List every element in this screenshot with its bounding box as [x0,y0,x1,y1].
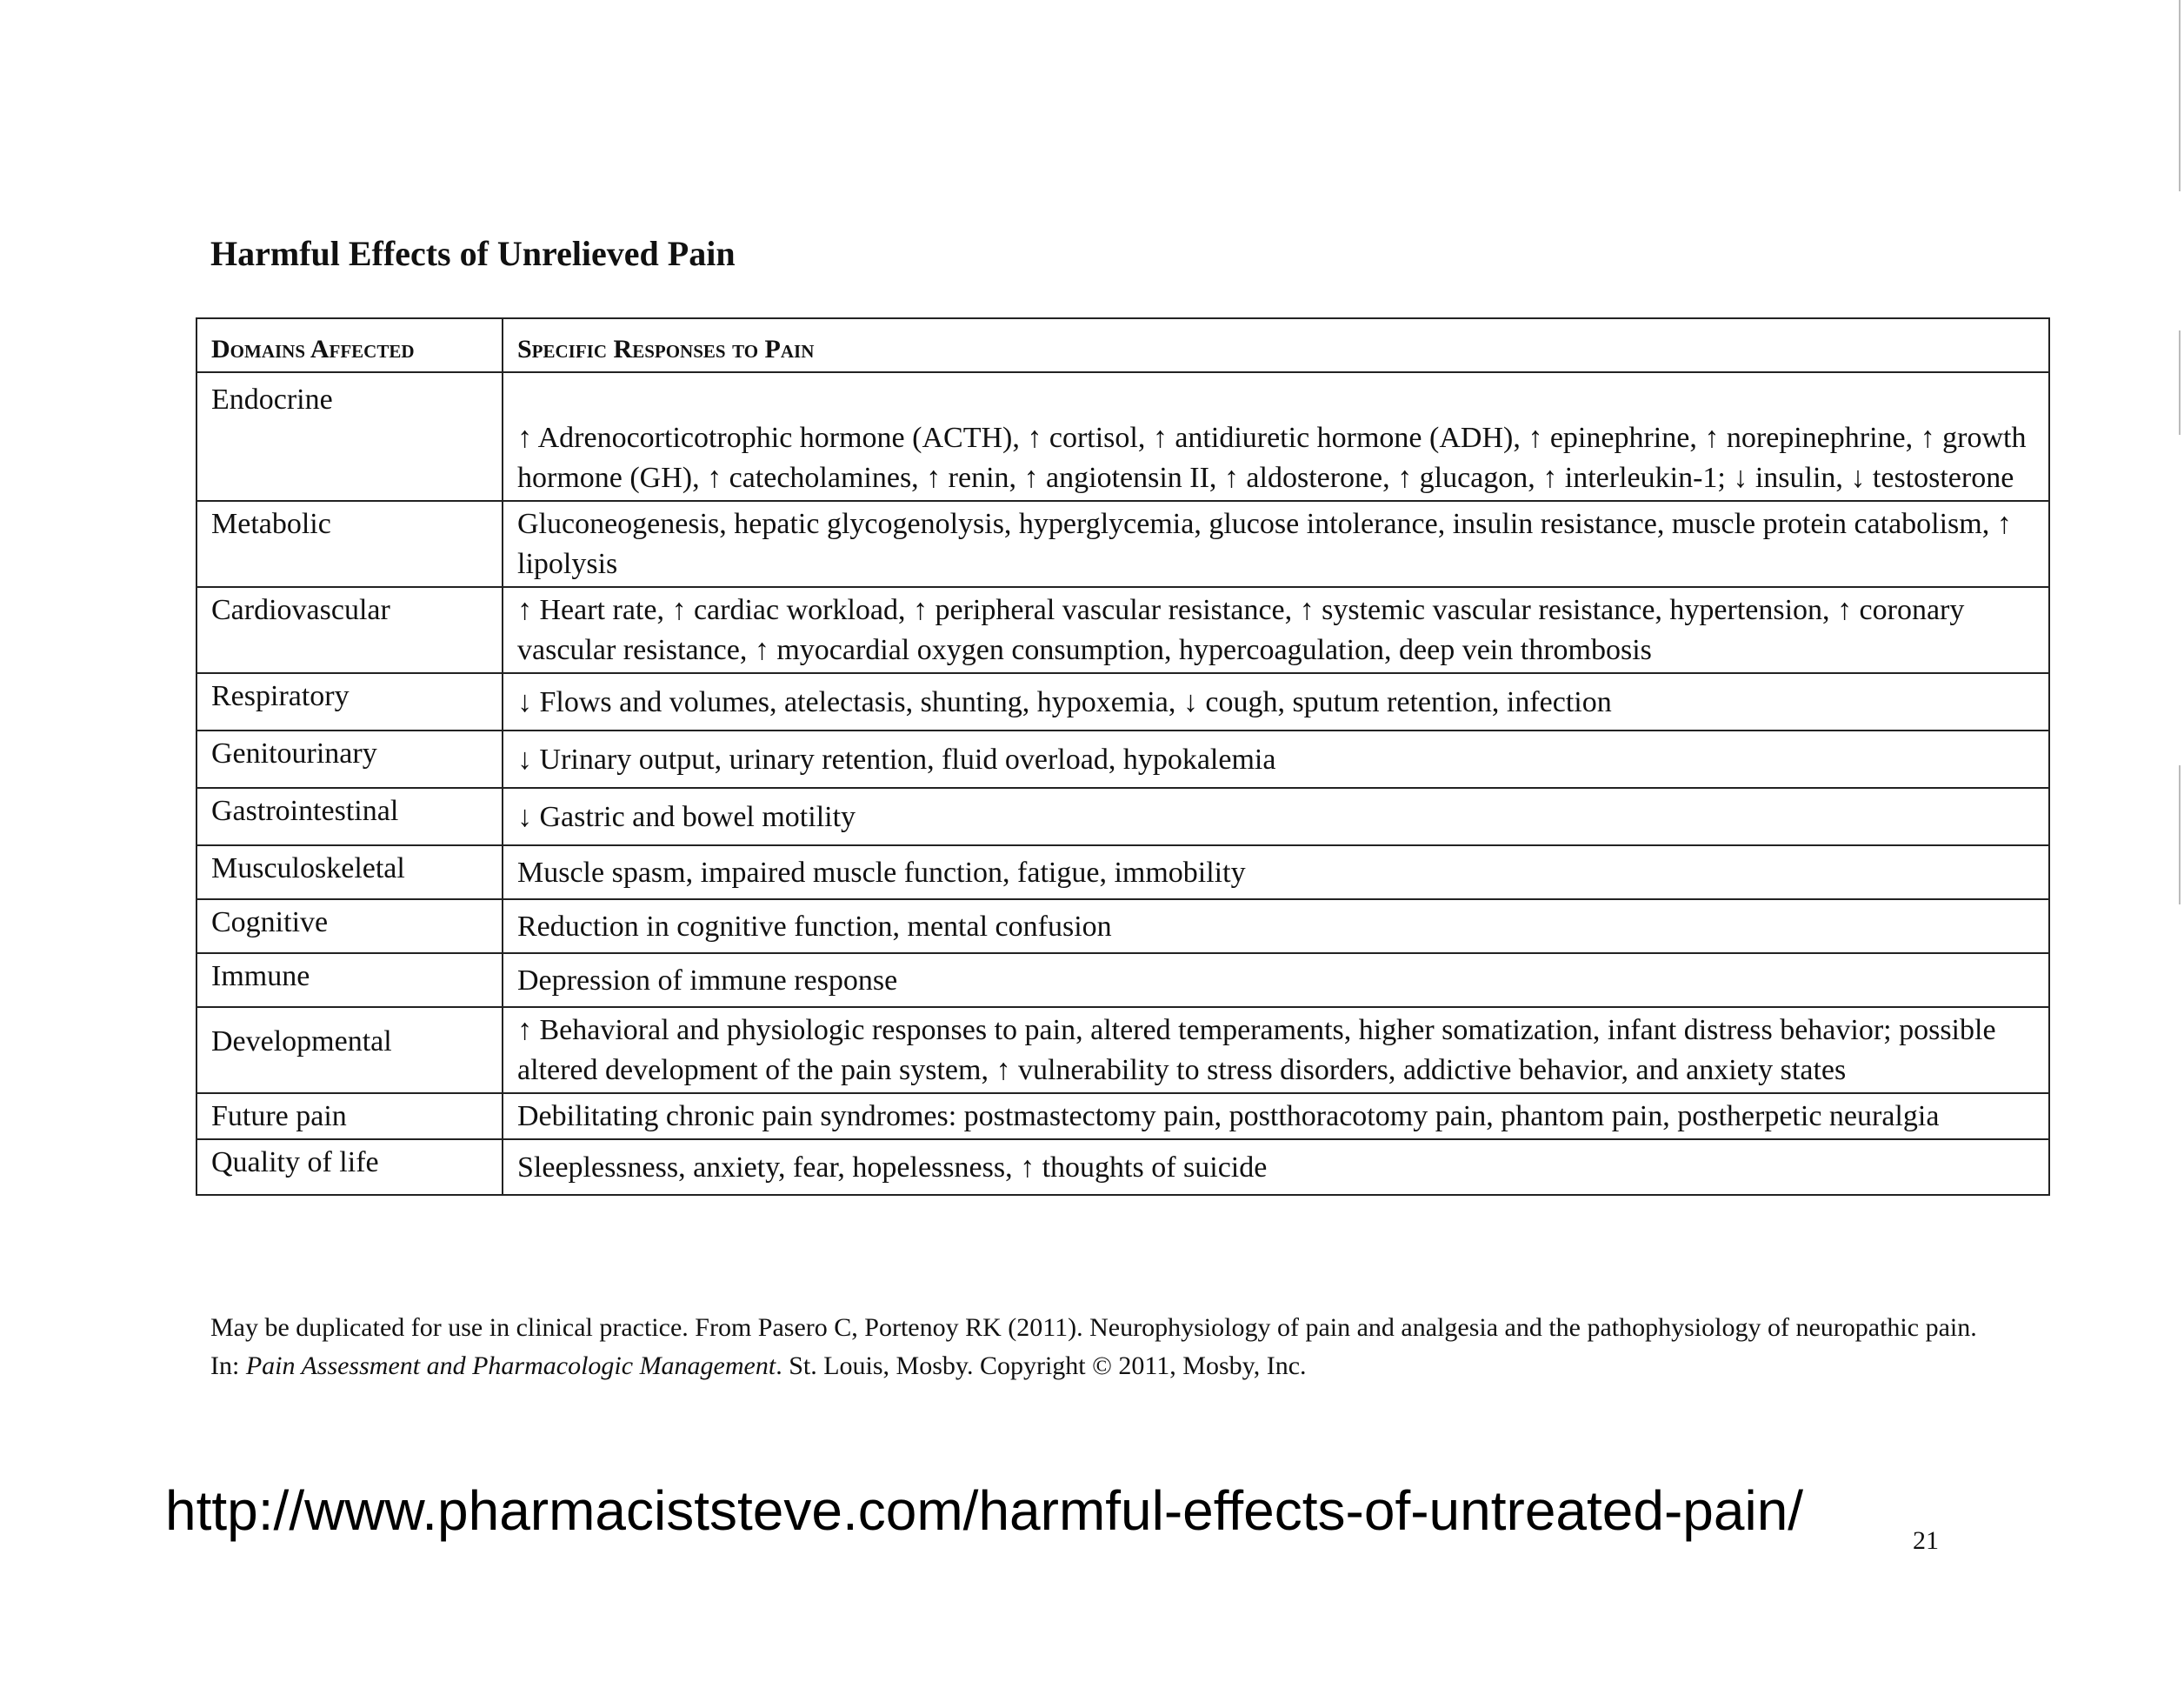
table-row [196,845,2049,899]
table-row [196,1007,2049,1093]
response-cell: Muscle spasm, impaired muscle function, fatigue, immobility [503,845,2049,899]
table-row [196,731,2049,788]
domain-cell: Metabolic [196,501,503,587]
domain-cell: Future pain [196,1093,503,1139]
table-row [196,372,2049,501]
response-cell: ↓ Gastric and bowel motility [503,788,2049,845]
footnote-copyright: . St. Louis, Mosby. Copyright © 2011, Mosby, Inc. [776,1351,1307,1380]
response-cell: ↑ Heart rate, ↑ cardiac workload, ↑ peripheral vascular resistance, ↑ systemic vascular resistance, hypertension, ↑ coronary vascular resistance, ↑ myocardial oxygen consumption, hypercoagulation, deep vein thrombosis [503,587,2049,673]
scan-edge-mark [2179,765,2181,904]
table-row [196,788,2049,845]
table-row [196,1093,2049,1139]
source-url: http://www.pharmaciststeve.com/harmful-effects-of-untreated-pain/ [165,1479,1804,1542]
domain-cell: Musculoskeletal [196,845,503,899]
pain-effects-table [196,317,2050,1196]
domain-cell: Developmental [196,1007,503,1093]
response-cell: Gluconeogenesis, hepatic glycogenolysis, hyperglycemia, glucose intolerance, insulin resistance, muscle protein catabolism, ↑ lipolysis [503,501,2049,587]
response-cell: ↑ Behavioral and physiologic responses to pain, altered temperaments, higher somatization, infant distress behavior; possible altered development of the pain system, ↑ vulnerability to stress disorders, addictive behavior, and anxiety states [503,1007,2049,1093]
response-cell: Debilitating chronic pain syndromes: postmastectomy pain, postthoracotomy pain, phantom pain, postherpetic neuralgia [503,1093,2049,1139]
table-header-row [196,318,2049,372]
header-domains: Domains Affected [196,318,503,372]
header-responses: Specific Responses to Pain [503,318,2049,372]
response-cell: ↓ Urinary output, urinary retention, fluid overload, hypokalemia [503,731,2049,788]
table-row [196,1139,2049,1195]
footnote-text: May be duplicated for use in clinical practice. From Pasero C, Portenoy RK (2011). Neurophysiology of pain and analgesia and the pathophysiology of neuropathic pain. In: [210,1313,1977,1380]
response-cell: Sleeplessness, anxiety, fear, hopelessness, ↑ thoughts of suicide [503,1139,2049,1195]
domain-cell: Endocrine [196,372,503,501]
response-cell: Reduction in cognitive function, mental confusion [503,899,2049,953]
domain-cell: Respiratory [196,673,503,731]
response-cell: ↑ Adrenocorticotrophic hormone (ACTH), ↑ cortisol, ↑ antidiuretic hormone (ADH), ↑ epinephrine, ↑ norepinephrine, ↑ growth hormone (GH), ↑ catecholamines, ↑ renin, ↑ angiotensin II, ↑ aldosterone, ↑ glucagon, ↑ interleukin-1; ↓ insulin, ↓ testosterone [503,372,2049,501]
domain-cell: Quality of life [196,1139,503,1195]
scan-edge-mark [2179,330,2181,435]
scan-edge-mark [2179,0,2181,191]
source-footnote [210,1309,1993,1385]
domain-cell: Cardiovascular [196,587,503,673]
response-cell: Depression of immune response [503,953,2049,1007]
table-row [196,587,2049,673]
table-row [196,501,2049,587]
domain-cell: Gastrointestinal [196,788,503,845]
table-row [196,899,2049,953]
domain-cell: Genitourinary [196,731,503,788]
table-row [196,673,2049,731]
page-number: 21 [1913,1526,1939,1555]
domain-cell: Cognitive [196,899,503,953]
page-title: Harmful Effects of Unrelieved Pain [210,234,736,273]
table-row [196,953,2049,1007]
footnote-book-title: Pain Assessment and Pharmacologic Management [245,1351,776,1380]
domain-cell: Immune [196,953,503,1007]
response-cell: ↓ Flows and volumes, atelectasis, shunting, hypoxemia, ↓ cough, sputum retention, infection [503,673,2049,731]
